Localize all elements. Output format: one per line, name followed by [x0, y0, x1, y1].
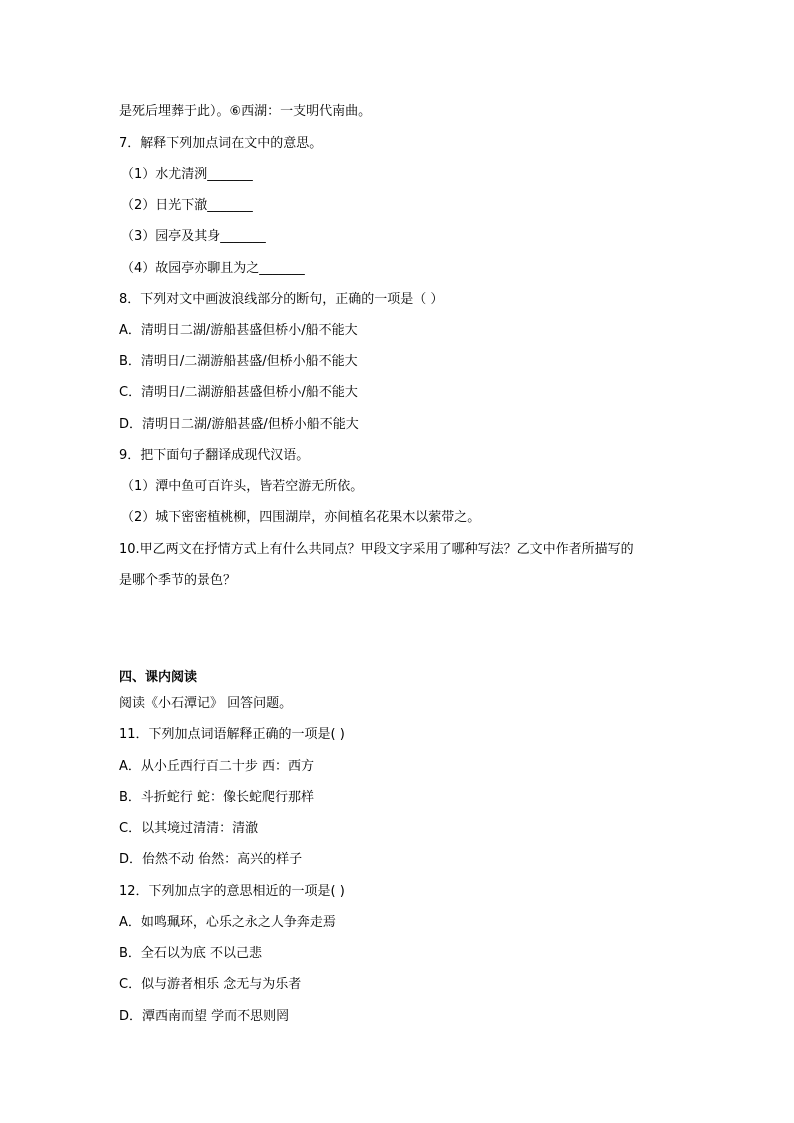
question-11: 11．下列加点词语解释正确的一项是( ) [119, 727, 345, 742]
question-12-option-b: B．全石以为底 不以己悲 [119, 946, 263, 961]
question-8-option-d: D．清明日二湖/游船甚盛/但桥小船不能大 [119, 417, 359, 432]
question-9: 9．把下面句子翻译成现代汉语。 [119, 448, 310, 463]
question-12-option-a: A．如鸣珮环，心乐之永之人争奔走焉 [119, 915, 336, 930]
question-11-option-d: D．佁然不动 佁然：高兴的样子 [119, 852, 303, 867]
question-12-option-c: C．似与游者相乐 念无与为乐者 [119, 977, 302, 992]
question-7-item-4: （4）故园亭亦聊且为之_______ [121, 261, 305, 276]
question-7-item-1: （1）水尤清洌_______ [121, 167, 253, 182]
question-9-item-1: （1）潭中鱼可百许头，皆若空游无所依。 [121, 479, 364, 494]
section-heading: 四、课内阅读 [119, 670, 198, 685]
question-11-option-c: C．以其境过清清：清澈 [119, 821, 259, 836]
question-12: 12．下列加点字的意思相近的一项是( ) [119, 884, 345, 899]
annotation-text: 是死后埋葬于此）。⑥西湖：一支明代南曲。 [119, 104, 372, 119]
question-10: 10.甲乙两文在抒情方式上有什么共同点？甲段文字采用了哪种写法？乙文中作者所描写的 [119, 542, 634, 557]
question-8-option-b: B．清明日/二湖游船甚盛/但桥小船不能大 [119, 354, 358, 369]
question-11-option-b: B．斗折蛇行 蛇：像长蛇爬行那样 [119, 790, 315, 805]
question-8-option-a: A．清明日二湖/游船甚盛但桥小/船不能大 [119, 323, 358, 338]
question-7-item-2: （2）日光下澈_______ [121, 198, 253, 213]
question-10-continued: 是哪个季节的景色？ [119, 573, 237, 588]
reading-instruction: 阅读《小石潭记》 回答问题。 [119, 696, 293, 711]
question-12-option-d: D．潭西南而望 学而不思则罔 [119, 1009, 290, 1024]
question-8-option-c: C．清明日/二湖游船甚盛但桥小/船不能大 [119, 385, 358, 400]
question-7: 7．解释下列加点词在文中的意思。 [119, 136, 323, 151]
question-7-item-3: （3）园亭及其身_______ [121, 229, 266, 244]
question-8: 8．下列对文中画波浪线部分的断句，正确的一项是（ ） [119, 292, 444, 307]
question-9-item-2: （2）城下密密植桃柳，四围湖岸，亦间植名花果木以萦带之。 [121, 510, 481, 525]
question-11-option-a: A．从小丘西行百二十步 西：西方 [119, 759, 315, 774]
